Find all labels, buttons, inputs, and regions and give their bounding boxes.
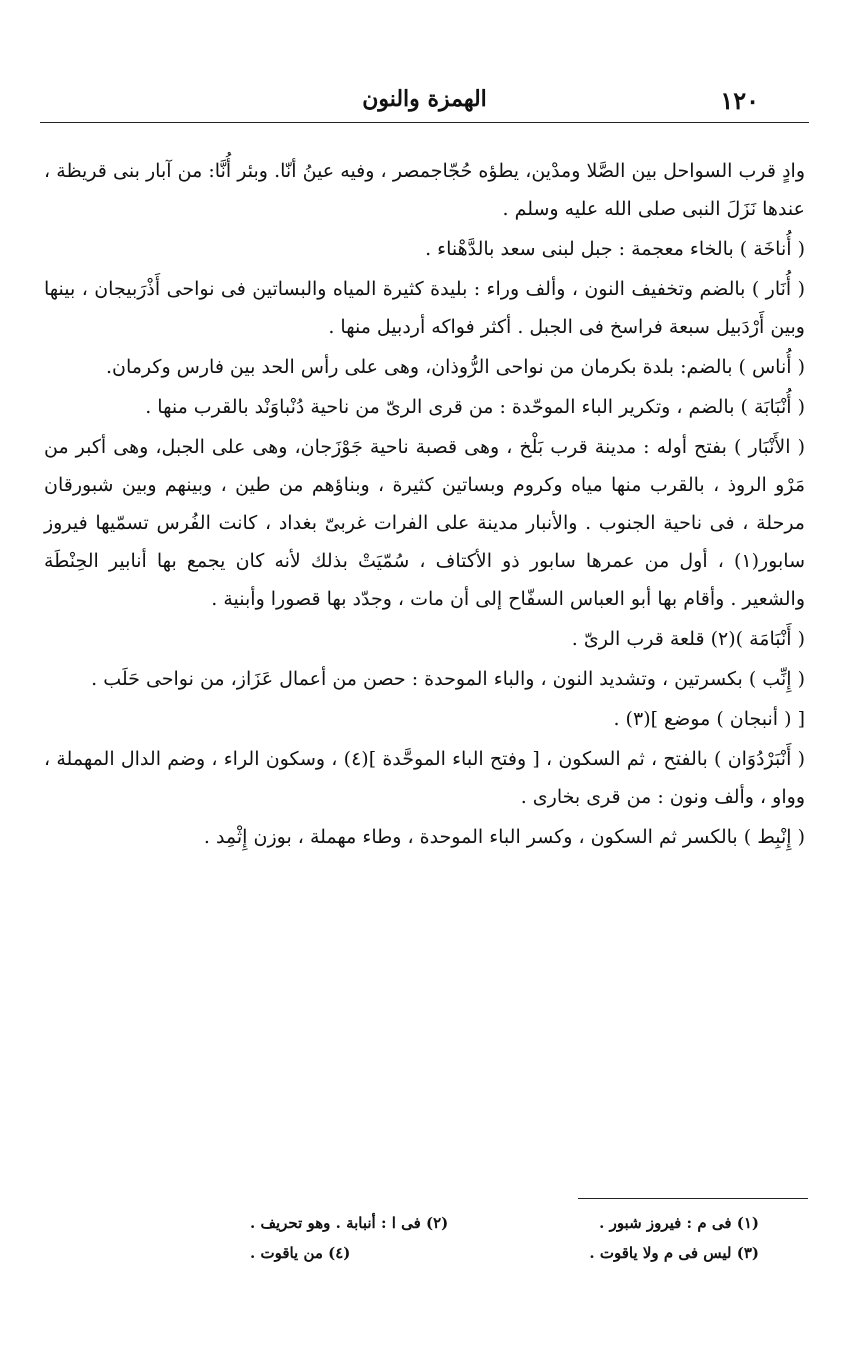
footnotes [250, 1208, 759, 1268]
footnote-3: (٣) ليس فى م ولا ياقوت . [589, 1244, 759, 1262]
footnote-row [250, 1208, 759, 1238]
running-title: الهمزة والنون [362, 86, 487, 112]
footnote-4: (٤) من ياقوت . [250, 1244, 351, 1262]
paragraph-entry: ( أُناخَة ) بالخاء معجمة : جبل لبنى سعد بالدَّهْناء . [425, 238, 805, 260]
paragraph-entry: وادٍ قرب السواحل بين الصَّلا ومدْين، يطؤه حُجّاجمصر ، وفيه عينُ أنّا. وبئر أُنَّا: من آبار بنى قريظة ، عندها نَزَلَ النبى صلى الله عليه وسلم . [44, 160, 805, 220]
paragraph-entry: ( الأَنْبَار ) بفتح أوله : مدينة قرب بَلْخ ، وهى قصبة ناحية جَوْزَجان، وهى على الجبل، وهى أكبر من مَرْو الروذ ، بالقرب منها مياه وكروم وبساتين كثيرة ، وبناؤهم من طين ، وبينهم وبين شبورقان مرحلة ، فى ناحية الجنوب . والأنبار مدينة على الفرات غربىّ بغداد ، كانت الفُرس تسمّيها فيروز سابور(١) ، أول من عمرها سابور ذو الأكتاف ، سُمّيَتْ بذلك لأنه كان يجمع بها أنابير الحِنْطَة والشعير . وأقام بها أبو العباس السفّاح إلى أن مات ، وجدّد بها قصورا وأبنية . [44, 436, 805, 610]
paragraph-entry: ( أُناس ) بالضم: بلدة بكرمان من نواحى الرُّوذان، وهى على رأس الحد بين فارس وكرمان. [105, 356, 805, 378]
paragraph-entry: ( أُنْبَابَة ) بالضم ، وتكرير الباء الموحّدة : من قرى الرىّ من ناحية دُنْباوَنْد بالقرب منها . [145, 396, 805, 418]
paragraph-entry: ( إِنِّب ) بكسرتين ، وتشديد النون ، والباء الموحدة : حصن من أعمال عَزَاز، من نواحى حَلَب . [91, 668, 805, 690]
paragraph-entry: ( إِنْبِط ) بالكسر ثم السكون ، وكسر الباء الموحدة ، وطاء مهملة ، بوزن إِثْمِد . [203, 826, 805, 848]
footnote-row [250, 1238, 759, 1268]
paragraph-entry: [ ( أنبجان ) موضع ](٣) . [613, 708, 805, 730]
footnote-1: (١) فى م : فيروز شبور . [599, 1214, 759, 1232]
main-text [44, 152, 805, 858]
page-header [40, 82, 809, 123]
footnote-2: (٢) فى ا : أنبابة . وهو تحريف . [250, 1214, 449, 1232]
page-number: ١٢٠ [720, 86, 759, 115]
paragraph-entry: ( أَنْبَرْدُوَان ) بالفتح ، ثم السكون ، [ وفتح الباء الموحَّدة ](٤) ، وسكون الراء ، وضم الدال المهملة ، وواو ، وألف ونون : من قرى بخارى . [44, 748, 805, 808]
paragraph-entry: ( أُنَار ) بالضم وتخفيف النون ، وألف وراء : بليدة كثيرة المياه والبساتين فى نواحى أَذْرَبيجان ، بينها وبين أَرْدَبيل سبعة فراسخ فى الجبل . أكثر فواكه أردبيل منها . [44, 278, 805, 338]
paragraph-entry: ( أَنْبَامَة )(٢) قلعة قرب الرىّ . [571, 628, 805, 650]
footnote-divider [578, 1198, 808, 1199]
